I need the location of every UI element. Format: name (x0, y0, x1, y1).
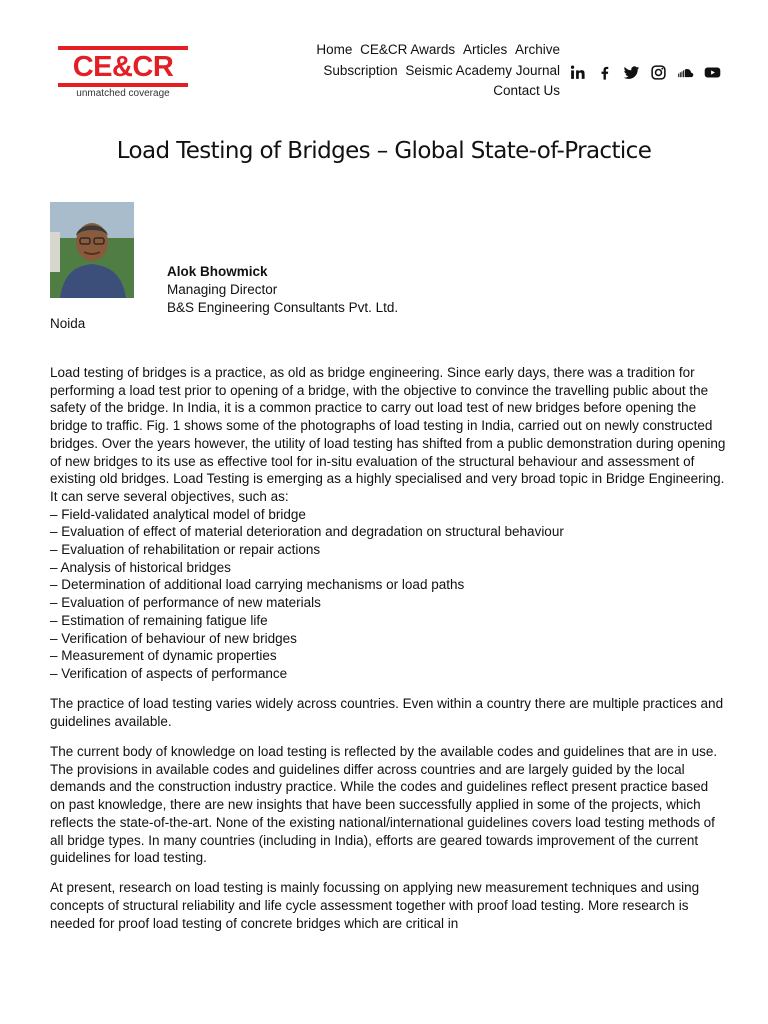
youtube-icon[interactable] (703, 63, 721, 81)
list-item: – Measurement of dynamic properties (50, 648, 277, 664)
author-city: Noida (50, 316, 86, 331)
facebook-icon[interactable] (595, 63, 613, 81)
main-nav (270, 40, 560, 102)
article-body (50, 364, 726, 945)
author-role: Managing Director (167, 282, 278, 297)
author-name: Alok Bhowmick (167, 264, 268, 279)
instagram-icon[interactable] (649, 63, 667, 81)
list-item: – Evaluation of performance of new materials (50, 595, 321, 611)
nav-seismic-academy-journal[interactable]: Seismic Academy Journal (405, 62, 560, 78)
nav-awards[interactable]: CE&CR Awards (360, 42, 456, 57)
list-item: – Verification of aspects of performance (50, 665, 288, 681)
logo-text: CE&CR (72, 51, 174, 83)
list-item: – Estimation of remaining fatigue life (50, 612, 268, 628)
linkedin-icon[interactable] (568, 63, 586, 81)
site-logo[interactable] (58, 46, 188, 102)
list-item: – Evaluation of rehabilitation or repair actions (50, 542, 321, 558)
logo-tagline: unmatched coverage (76, 88, 170, 99)
nav-home[interactable]: Home (316, 42, 353, 57)
intro-text: Load testing of bridges is a practice, as old as bridge engineering. Since early days, there was a tradition for performing a load test prior to opening of a bridge, with the objective to convince the travelling public about the safety of the bridge. In India, it is a common practice to carry out load test of new bridges before opening the bridge to traffic. Fig. 1 shows some of the photographs of load testing in India, carried out on newly constructed bridges. Over the years however, the utility of load testing has shifted from a public demonstration during opening of new bridges to its use as effective tool for in-situ evaluation of the structural behaviour and assessment of existing old bridges. Load Testing is emerging as a highly specialised and very broad topic in Bridge Engineering. It can serve several objectives, such as: (50, 365, 726, 504)
paragraph-practice: The practice of load testing varies widely across countries. Even within a country there are multiple practices and guidelines available. (50, 696, 724, 729)
paragraph-knowledge: The current body of knowledge on load testing is reflected by the available codes and guidelines that are in use. The provisions in available codes and guidelines differ across countries and are largely guided by the local demands and the construction industry practice. While the codes and guidelines reflect present practice based on past knowledge, there are new insights that have been successfully applied in some of the projects, which reflects the state-of-the-art. None of the existing national/international guidelines covers load testing methods of all bridge types. In many countries (including in India), efforts are geared towards improvement of the current guidelines for load testing. (50, 744, 718, 866)
nav-contact-us[interactable]: Contact Us (493, 83, 560, 98)
list-item: – Verification of behaviour of new bridges (50, 630, 297, 646)
list-item: – Analysis of historical bridges (50, 559, 231, 575)
article-title: Load Testing of Bridges – Global State-of-Practice (116, 138, 652, 164)
logo-bottom-bar (58, 83, 188, 87)
paragraph-research: At present, research on load testing is mainly focussing on applying new measurement techniques and using concepts of structural reliability and life cycle assessment together with proof load testing. More research is needed for proof load testing of concrete bridges which are critical in (50, 880, 700, 931)
nav-subscription[interactable]: Subscription (323, 62, 398, 78)
nav-articles[interactable]: Articles (462, 42, 508, 57)
nav-archive[interactable]: Archive (514, 42, 560, 57)
objectives-list (50, 506, 726, 683)
author-info (167, 263, 398, 317)
list-item: – Determination of additional load carrying mechanisms or load paths (50, 577, 465, 593)
list-item: – Field-validated analytical model of bridge (50, 506, 306, 522)
author-company: B&S Engineering Consultants Pvt. Ltd. (167, 300, 399, 315)
logo-top-bar (58, 46, 188, 50)
social-links (568, 61, 721, 83)
twitter-icon[interactable] (622, 63, 640, 81)
intro-paragraph (50, 364, 726, 506)
author-photo (50, 202, 134, 298)
soundcloud-icon[interactable] (676, 63, 694, 81)
list-item: – Evaluation of effect of material deterioration and degradation on structural behaviour (50, 524, 564, 540)
